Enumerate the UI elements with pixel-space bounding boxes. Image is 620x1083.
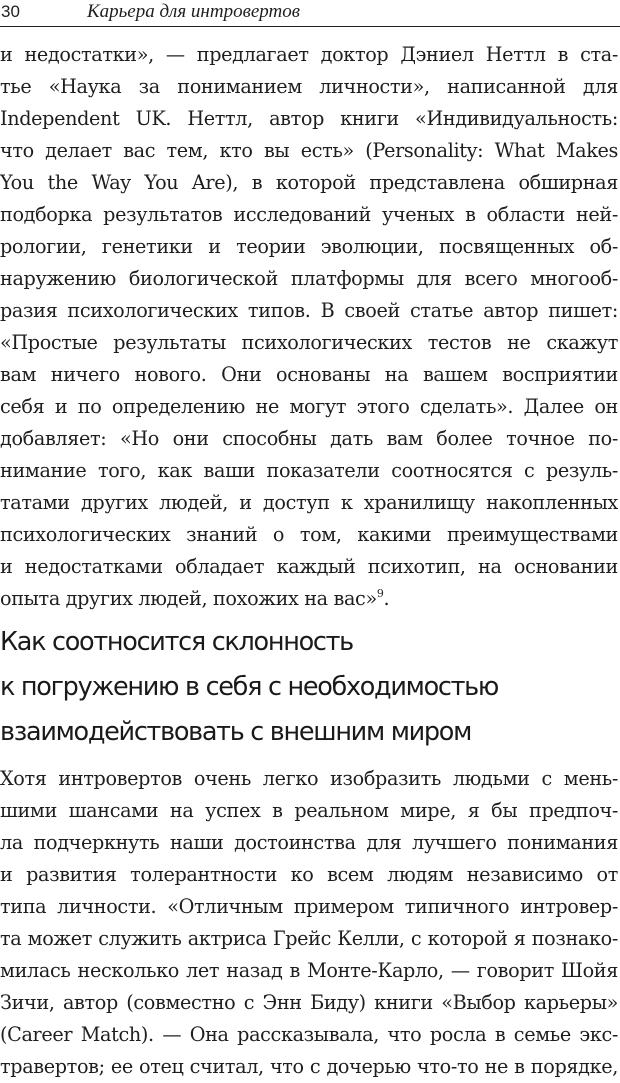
paragraph-line: Зичи, автор (совместно с Энн Биду) книги «Выбор карьеры»	[0, 991, 618, 1014]
page-number: 30	[1, 2, 20, 21]
paragraph-line: разия психологических типов. В своей статье автор пишет:	[0, 299, 618, 322]
heading-line: Как соотносится склонность	[0, 627, 353, 657]
paragraph-line: что делает вас тем, кто вы есть» (Personality: What Makes	[0, 139, 618, 162]
paragraph-line: (Career Match). — Она рассказывала, что росла в семье экс-	[0, 1023, 618, 1046]
paragraph-line: добавляет: «Но они способны дать вам более точное по-	[0, 427, 618, 450]
paragraph-line: нимание того, как ваши показатели соотносятся с резуль-	[0, 459, 618, 482]
paragraph-line: себя и по определению не могут этого сделать». Далее он	[0, 395, 618, 418]
paragraph-last-line	[0, 583, 618, 615]
paragraph-line: вам ничего нового. Они основаны на вашем восприятии	[0, 363, 618, 386]
running-title: Карьера для интровертов	[87, 1, 300, 22]
section-heading	[0, 620, 620, 755]
paragraph-line: Хотя интровертов очень легко изобразить людьми с мень-	[0, 767, 618, 790]
paragraph-line: психологических знаний о том, какими преимуществами	[0, 523, 618, 546]
paragraph-line: и недостатками обладает каждый психотип, на основании	[0, 555, 618, 578]
footnote-reference[interactable]: 9	[376, 587, 384, 600]
paragraph-line: и развития толерантности ко всем людям независимо от	[0, 863, 618, 886]
paragraph-line-text: опыта других людей, похожих на вас»	[0, 587, 377, 610]
paragraph-2	[0, 763, 618, 1083]
heading-line: взаимодействовать с внешним миром	[0, 717, 472, 747]
paragraph-line: наружению биологической платформы для всего многооб-	[0, 267, 618, 290]
paragraph-line: шими шансами на успех в реальном мире, я бы предпоч-	[0, 799, 618, 822]
running-header	[0, 0, 620, 27]
paragraph-line: You the Way You Are), в которой представлена обширная	[0, 171, 618, 194]
paragraph-line: подборка результатов исследований ученых в области ней-	[0, 203, 618, 226]
paragraph-line: травертов; ее отец считал, что с дочерью что-то не в порядке,	[0, 1055, 618, 1078]
paragraph-line: типа личности. «Отличным примером типичного интровер-	[0, 895, 618, 918]
heading-line: к погружению в себя с необходимостью	[0, 672, 499, 702]
paragraph-line: рологии, генетики и теории эволюции, посвященных об-	[0, 235, 618, 258]
paragraph-line: Independent UK. Неттл, автор книги «Индивидуальность:	[0, 107, 618, 130]
trailing-punctuation: .	[383, 587, 390, 610]
paragraph-line: и недостатки», — предлагает доктор Дэниел Неттл в ста-	[0, 43, 618, 66]
paragraph-line: «Простые результаты психологических тестов не скажут	[0, 331, 618, 354]
paragraph-line: тье «Наука за пониманием личности», написанной для	[0, 75, 618, 98]
paragraph-line: ла подчеркнуть наши достоинства для лучшего понимания	[0, 831, 618, 854]
paragraph-line: милась несколько лет назад в Монте-Карло, — говорит Шойя	[0, 959, 618, 982]
paragraph-1	[0, 39, 618, 615]
paragraph-line: та может служить актриса Грейс Келли, с которой я познако-	[0, 927, 618, 950]
paragraph-line: татами других людей, и доступ к хранилищу накопленных	[0, 491, 618, 514]
